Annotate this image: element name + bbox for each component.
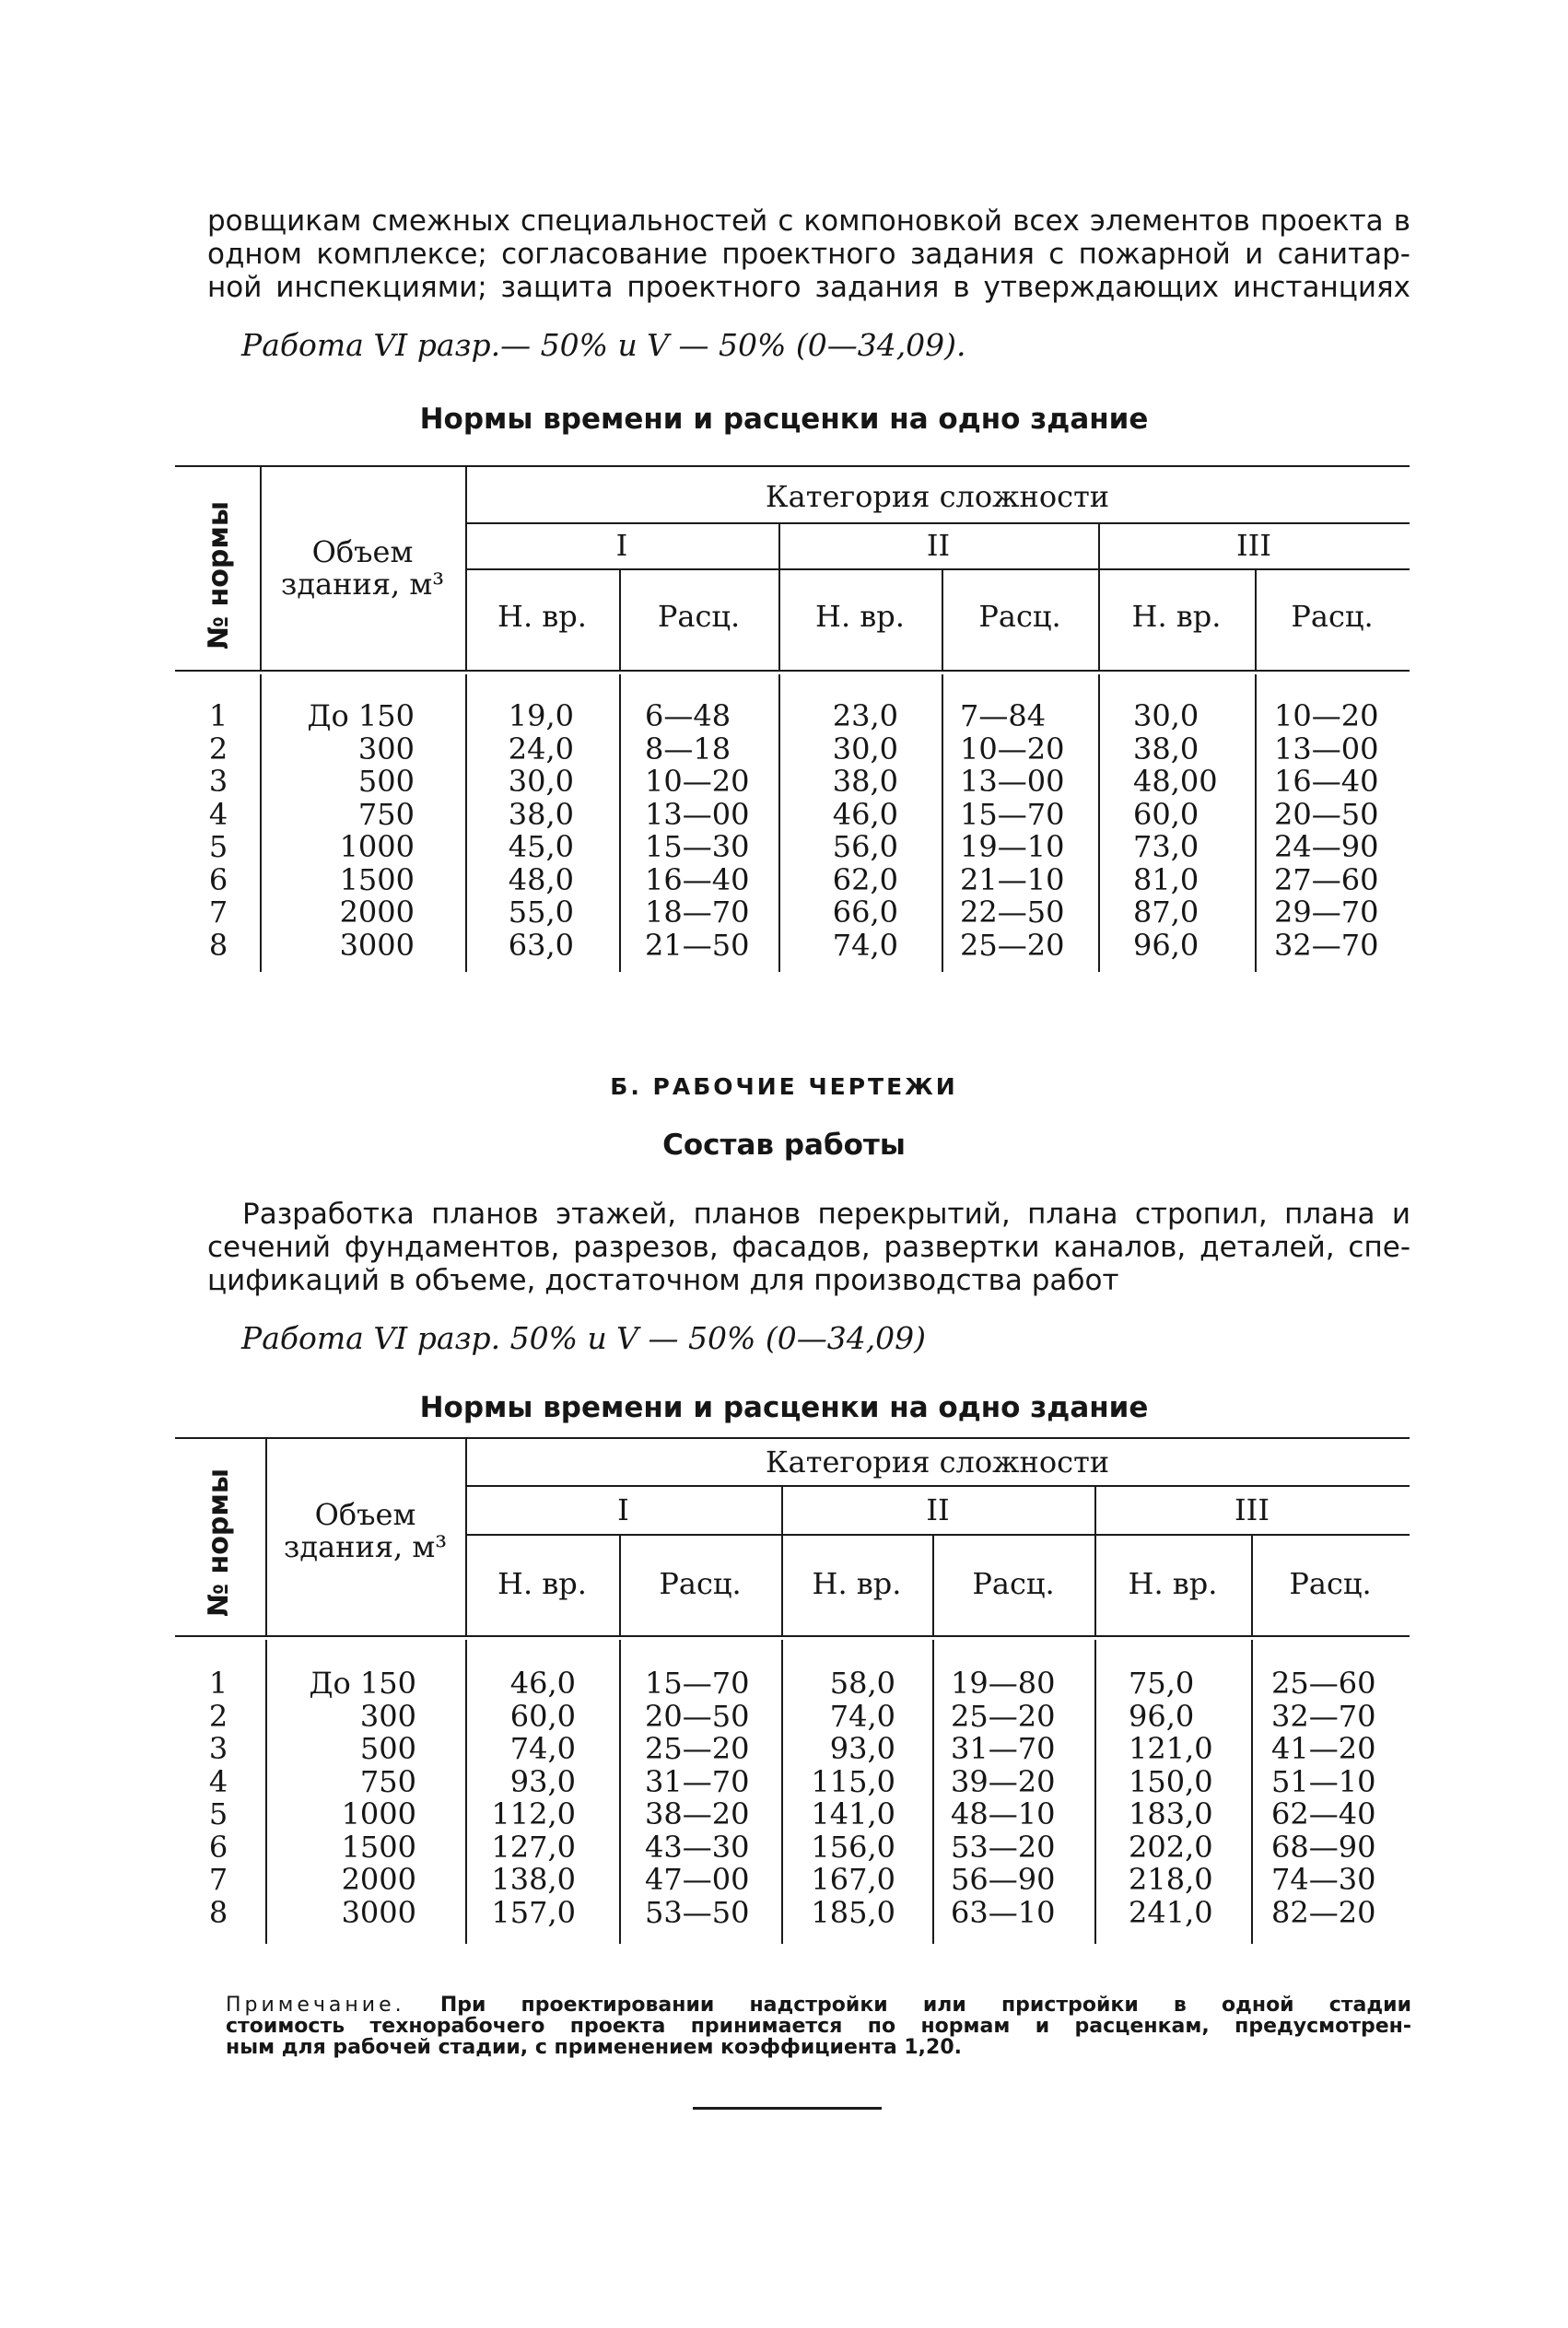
table-rule [942, 674, 943, 972]
col-header-norm-no: № нормы [203, 500, 235, 649]
table-cell: 218,0 [1129, 1862, 1213, 1897]
table-cell: 3 [208, 1731, 228, 1766]
table-cell: 87,0 [1133, 895, 1199, 930]
table-cell: 24—90 [1274, 829, 1379, 864]
table-cell: 3000 [341, 1894, 416, 1930]
table-cell: 112,0 [491, 1796, 576, 1831]
table-cell: 3000 [339, 927, 415, 963]
subheader-rate: Расц. [1289, 1566, 1372, 1601]
footer-rule [693, 2107, 882, 2110]
table-cell: 5 [208, 1796, 228, 1831]
intro-line: одном комплексе; согласование проектного задания с пожарной и санитар- [207, 238, 1410, 271]
table-cell: 38,0 [1133, 731, 1199, 766]
table-cell: 750 [357, 796, 415, 832]
header-complexity-category: Категория сложности [765, 479, 1110, 514]
table2 [175, 1437, 1410, 1953]
column-I-rate [645, 700, 774, 962]
subheader-rate: Расц. [972, 1566, 1055, 1601]
table-cell: 167,0 [811, 1862, 895, 1897]
table-cell: 74,0 [829, 1698, 895, 1734]
section-b-title: Б. РАБОЧИЕ ЧЕРТЕЖИ [610, 1073, 958, 1100]
table-rule [265, 1640, 267, 1944]
table-cell: 32—70 [1274, 927, 1379, 963]
table-cell: 157,0 [491, 1894, 576, 1930]
table-cell: 68—90 [1271, 1829, 1376, 1865]
table1-title: Нормы времени и расценки на одно здание [419, 403, 1149, 436]
table1 [175, 465, 1410, 981]
table-cell: 19,0 [508, 698, 574, 733]
intro-line: ровщикам смежных специальностей с компоновкой всех элементов проекта в [207, 205, 1410, 238]
table-cell: 500 [359, 1731, 416, 1766]
table-cell: 30,0 [832, 731, 898, 766]
table-cell: 39—20 [951, 1763, 1056, 1799]
table-rule [465, 1485, 1410, 1487]
table-cell: 500 [357, 764, 415, 799]
table-cell: 8 [208, 927, 228, 963]
header-group-I: I [615, 528, 628, 563]
header-complexity-category: Категория сложности [765, 1445, 1110, 1480]
section-b-line: сечений фундаментов, разрезов, фасадов, развертки каналов, деталей, спе- [207, 1231, 1410, 1264]
table-cell: 300 [359, 1698, 416, 1734]
table-cell: 16—40 [1274, 764, 1379, 799]
table-cell: 4 [208, 1763, 228, 1799]
table-cell: 32—70 [1271, 1698, 1376, 1734]
table-cell: 25—60 [1271, 1666, 1376, 1701]
header-group-II: II [926, 528, 951, 563]
table-cell: 27—60 [1274, 861, 1379, 897]
footnote-line: ным для рабочей стадии, с применением коэффициента 1,20. [226, 2036, 962, 2059]
table-cell: 96,0 [1133, 927, 1199, 963]
column-III-time [1133, 700, 1253, 962]
header-group-III: III [1236, 528, 1271, 563]
table-cell: 15—70 [645, 1666, 750, 1701]
section-b-subtitle: Состав работы [662, 1129, 906, 1162]
table-rule [1255, 674, 1257, 972]
table-cell: 141,0 [811, 1796, 895, 1831]
table-cell: 6—48 [645, 698, 731, 733]
table-cell: 41—20 [1271, 1731, 1376, 1766]
table-cell: До 150 [307, 698, 415, 733]
header-group-III: III [1235, 1492, 1270, 1527]
table-cell: 4 [208, 796, 228, 832]
table-cell: 185,0 [811, 1894, 895, 1930]
table-cell: 56,0 [832, 829, 898, 864]
column-II-time [781, 1667, 895, 1929]
table-cell: 15—30 [645, 829, 750, 864]
table-cell: 25—20 [951, 1698, 1056, 1734]
table-cell: 1000 [339, 829, 415, 864]
table-cell: 241,0 [1129, 1894, 1213, 1930]
table-cell: 75,0 [1129, 1666, 1195, 1701]
table-cell: 20—50 [1274, 796, 1379, 832]
table-cell: 1000 [341, 1796, 416, 1831]
column-II-rate [951, 1667, 1089, 1929]
column-II-rate [960, 700, 1094, 962]
table-rule [175, 670, 1410, 672]
table-cell: 62,0 [832, 861, 898, 897]
table2-title: Нормы времени и расценки на одно здание [419, 1391, 1149, 1424]
table-cell: 63,0 [508, 927, 574, 963]
subheader-time: Н. вр. [812, 1566, 902, 1601]
col-header-volume-line2: здания, м³ [280, 567, 445, 602]
table-cell: 7 [208, 1862, 228, 1897]
footnote-line: При проектировании надстройки или пристройки в одной стадии [439, 1994, 1411, 2017]
table-cell: 48—10 [951, 1796, 1056, 1831]
table-cell: 74,0 [832, 927, 898, 963]
table-cell: 63—10 [951, 1894, 1056, 1930]
section-b-paragraph [207, 1198, 1410, 1297]
table-cell: 56—90 [951, 1862, 1056, 1897]
table-cell: 13—00 [645, 796, 750, 832]
table-rule [619, 674, 621, 972]
table-cell: 43—30 [645, 1829, 750, 1865]
column-III-rate [1274, 700, 1408, 962]
column-III-time [1129, 1667, 1248, 1929]
subheader-time: Н. вр. [815, 599, 905, 634]
column-norm-no [195, 1667, 241, 1929]
table-cell: 13—00 [960, 764, 1065, 799]
table-cell: 96,0 [1129, 1698, 1195, 1734]
subheader-time: Н. вр. [497, 599, 587, 634]
table-cell: 38,0 [832, 764, 898, 799]
table-cell: 47—00 [645, 1862, 750, 1897]
table-cell: 7 [208, 895, 228, 930]
col-header-volume-line1: Объем [314, 1497, 416, 1532]
table-cell: 38,0 [508, 796, 574, 832]
section-b-line: цификаций в объеме, достаточном для производства работ [207, 1264, 1119, 1297]
table-rule [619, 1640, 621, 1944]
table-cell: 183,0 [1129, 1796, 1213, 1831]
subheader-rate: Расц. [978, 599, 1061, 634]
table-cell: 46,0 [832, 796, 898, 832]
table-rule [1251, 1640, 1253, 1944]
table-cell: 24,0 [508, 731, 574, 766]
column-I-time [465, 1667, 576, 1929]
table-cell: 30,0 [508, 764, 574, 799]
table-cell: 19—80 [951, 1666, 1056, 1701]
column-I-rate [645, 1667, 778, 1929]
table-cell: 82—20 [1271, 1894, 1376, 1930]
table-cell: 60,0 [509, 1698, 576, 1734]
table-rule [1098, 674, 1100, 972]
table-rule [175, 1635, 1410, 1637]
table-cell: 5 [208, 829, 228, 864]
footnote [226, 1995, 1411, 2058]
table-cell: 45,0 [508, 829, 574, 864]
footnote-line: стоимость технорабочего проекта принимается по нормам и расценкам, предусмотрен- [226, 2015, 1411, 2038]
table-cell: 55,0 [508, 895, 574, 930]
table-cell: 1500 [339, 861, 415, 897]
table-cell: 66,0 [832, 895, 898, 930]
table-cell: 7—84 [960, 698, 1047, 733]
table-cell: 121,0 [1129, 1731, 1213, 1766]
table-cell: 38—20 [645, 1796, 750, 1831]
table-cell: 2000 [339, 895, 415, 930]
table-cell: 1 [208, 1666, 228, 1701]
col-header-volume-line1: Объем [311, 534, 414, 569]
table-cell: 8 [208, 1894, 228, 1930]
table-cell: 10—20 [645, 764, 750, 799]
table-cell: 46,0 [509, 1666, 576, 1701]
table-cell: 127,0 [491, 1829, 576, 1865]
table-cell: 16—40 [645, 861, 750, 897]
table-cell: 21—10 [960, 861, 1065, 897]
column-volume [267, 700, 415, 962]
table-cell: 62—40 [1271, 1796, 1376, 1831]
table-cell: 20—50 [645, 1698, 750, 1734]
table-cell: 48,0 [508, 861, 574, 897]
table-rule [465, 1534, 1410, 1536]
table-rule [465, 568, 1410, 570]
table-cell: 8—18 [645, 731, 731, 766]
table-cell: 2 [208, 731, 228, 766]
table-cell: 23,0 [832, 698, 898, 733]
intro-work-grade: Работа VI разр.— 50% и V — 50% (0—34,09). [241, 327, 966, 363]
table-cell: 750 [359, 1763, 416, 1799]
header-group-I: I [617, 1492, 629, 1527]
table-cell: 156,0 [811, 1829, 895, 1865]
table-cell: 93,0 [509, 1763, 576, 1799]
table-cell: 30,0 [1133, 698, 1199, 733]
subheader-time: Н. вр. [1128, 1566, 1218, 1601]
table-cell: 22—50 [960, 895, 1065, 930]
table-cell: 60,0 [1133, 796, 1199, 832]
column-volume [276, 1667, 416, 1929]
table-cell: 19—10 [960, 829, 1065, 864]
table-rule [932, 1640, 934, 1944]
table-cell: 31—70 [645, 1763, 750, 1799]
column-I-time [465, 700, 574, 962]
subheader-time: Н. вр. [1131, 599, 1222, 634]
table-cell: 73,0 [1133, 829, 1199, 864]
column-III-rate [1271, 1667, 1408, 1929]
table-cell: 115,0 [811, 1763, 895, 1799]
table-cell: 150,0 [1129, 1763, 1213, 1799]
table-cell: 1 [208, 698, 228, 733]
subheader-rate: Расц. [659, 1566, 742, 1601]
table-cell: 81,0 [1133, 861, 1199, 897]
table-cell: 6 [208, 1829, 228, 1865]
intro-line: ной инспекциями; защита проектного задания в утверждающих инстанциях [207, 271, 1410, 304]
table-cell: 48,00 [1133, 764, 1218, 799]
table-cell: 29—70 [1274, 895, 1379, 930]
table-rule [175, 1437, 1410, 1439]
table-cell: 3 [208, 764, 228, 799]
table-cell: 2 [208, 1698, 228, 1734]
table-cell: 138,0 [491, 1862, 576, 1897]
table-cell: 6 [208, 861, 228, 897]
table-cell: 53—20 [951, 1829, 1056, 1865]
col-header-norm-no: № нормы [203, 1468, 235, 1617]
table-cell: 25—20 [645, 1731, 750, 1766]
table-cell: До 150 [309, 1666, 416, 1701]
table-cell: 202,0 [1129, 1829, 1213, 1865]
table-cell: 300 [357, 731, 415, 766]
table-cell: 15—70 [960, 796, 1065, 832]
table-rule [465, 522, 1410, 524]
table-cell: 2000 [341, 1862, 416, 1897]
table-cell: 21—50 [645, 927, 750, 963]
column-norm-no [195, 700, 241, 962]
intro-paragraph [207, 205, 1410, 304]
table-rule [175, 465, 1410, 467]
table-cell: 10—20 [960, 731, 1065, 766]
table-cell: 74,0 [509, 1731, 576, 1766]
col-header-volume-line2: здания, м³ [283, 1529, 448, 1564]
subheader-rate: Расц. [1291, 599, 1374, 634]
table-rule [1094, 1640, 1096, 1944]
table-cell: 1500 [341, 1829, 416, 1865]
table-cell: 74—30 [1271, 1862, 1376, 1897]
table-cell: 93,0 [829, 1731, 895, 1766]
section-b-line: Разработка планов этажей, планов перекрытий, плана стропил, плана и [242, 1198, 1410, 1231]
subheader-rate: Расц. [657, 599, 741, 634]
table-cell: 31—70 [951, 1731, 1056, 1766]
table-cell: 18—70 [645, 895, 750, 930]
table-rule [260, 674, 262, 972]
table-cell: 13—00 [1274, 731, 1379, 766]
header-group-II: II [926, 1492, 950, 1527]
footnote-label: Примечание. [226, 1994, 405, 2017]
section-b-work-grade: Работа VI разр. 50% и V — 50% (0—34,09) [241, 1320, 927, 1356]
table-cell: 10—20 [1274, 698, 1379, 733]
table-cell: 53—50 [645, 1894, 750, 1930]
subheader-time: Н. вр. [497, 1566, 587, 1601]
table-cell: 25—20 [960, 927, 1065, 963]
table-cell: 51—10 [1271, 1763, 1376, 1799]
table-cell: 58,0 [829, 1666, 895, 1701]
column-II-time [778, 700, 898, 962]
